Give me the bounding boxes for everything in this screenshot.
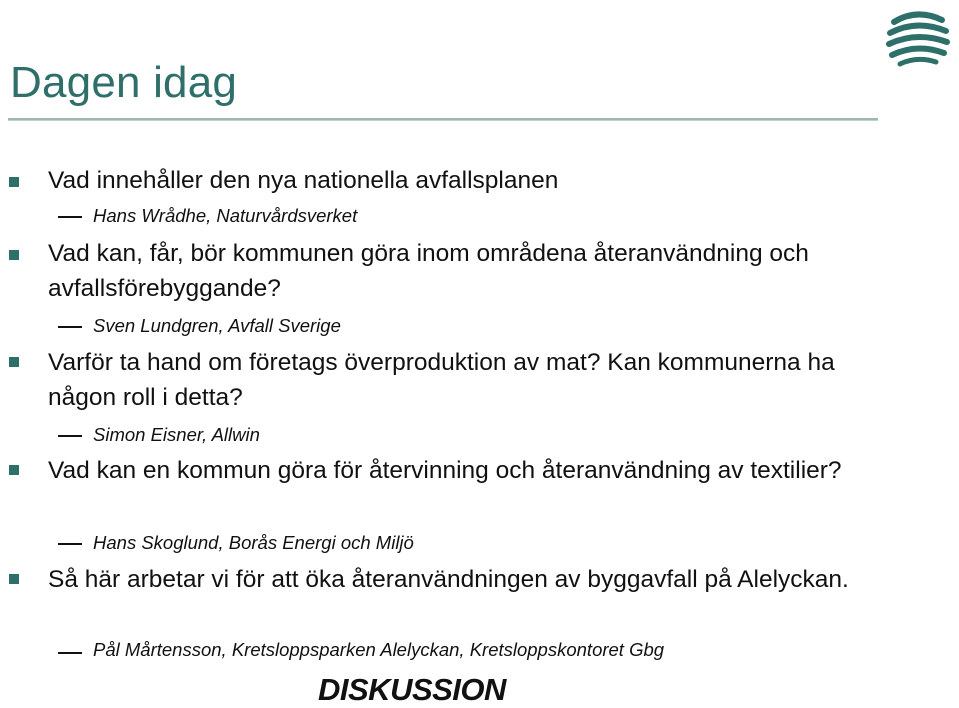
dash-icon <box>58 216 82 218</box>
agenda-question: Vad innehåller den nya nationella avfallsplanen <box>48 167 559 194</box>
agenda-question: Varför ta hand om företags överproduktion av mat? Kan kommunerna ha någon roll i detta? <box>48 349 835 411</box>
square-bullet-icon <box>9 177 19 187</box>
agenda-question: Vad kan en kommun göra för återvinning och återanvändning av textilier? <box>48 457 842 484</box>
dash-icon <box>58 652 82 654</box>
agenda-speaker: Simon Eisner, Allwin <box>93 424 260 445</box>
agenda-speaker: Pål Mårtensson, Kretsloppsparken Alelyckan, Kretsloppskontoret Gbg <box>93 639 665 660</box>
agenda-speaker: Hans Wrådhe, Naturvårdsverket <box>93 205 358 226</box>
dash-icon <box>58 543 82 545</box>
agenda-question: Vad kan, får, bör kommunen göra inom områdena återanvändning och avfallsförebyggande? <box>48 240 809 302</box>
discussion-label: DISKUSSION <box>318 672 506 707</box>
square-bullet-icon <box>9 357 19 367</box>
square-bullet-icon <box>9 250 19 260</box>
agenda-question: Så här arbetar vi för att öka återanvändningen av byggavfall på Alelyckan. <box>48 566 849 593</box>
square-bullet-icon <box>9 465 19 475</box>
agenda-speaker: Sven Lundgren, Avfall Sverige <box>93 315 341 336</box>
square-bullet-icon <box>9 574 19 584</box>
page-title: Dagen idag <box>10 58 238 107</box>
dash-icon <box>58 435 82 437</box>
agenda-speaker: Hans Skoglund, Borås Energi och Miljö <box>93 532 414 553</box>
dash-icon <box>58 326 82 328</box>
